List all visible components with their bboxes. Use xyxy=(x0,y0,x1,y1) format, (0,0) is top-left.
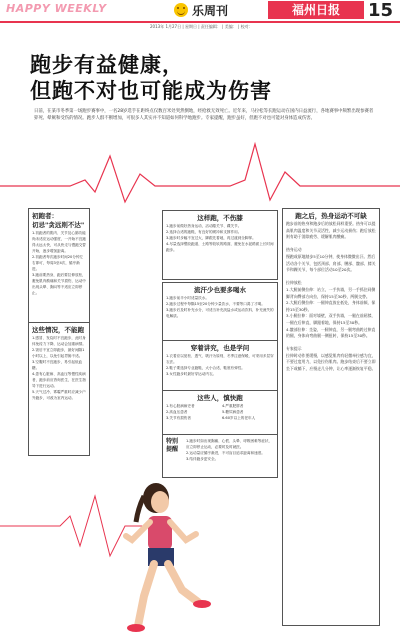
tip-box-title: 流汗少也要多喝水 xyxy=(194,286,246,294)
header-divider xyxy=(0,21,400,23)
headline-line-2: 但跑不对也可能成为伤害 xyxy=(30,79,272,103)
tip-box-title: 这些人，慎快跑 xyxy=(197,394,243,402)
heartbeat-line-graphic xyxy=(0,136,400,206)
runner-illustration xyxy=(78,478,218,634)
tip-box-text: 1.初跑者的肌肉、关节及心肺功能尚未适应运动强度，一开始不宜跑得太远太快，可从快走与慢跑交替开始，逐步增加距离。 2.初跑者每次跑步时间20分钟左右即可，每周3至4次，循序渐进。 3.跑前要热身，跑后要拉伸放松，避免肌肉酸痛和关节损伤，运动中出现头晕、胸闷等不适应立即停止。 xyxy=(32,231,86,295)
tip-box-title: 特别提醒 xyxy=(166,438,179,453)
tip-box-beginners xyxy=(28,208,90,326)
tip-box-title: 跑之后，热身运动不可缺 xyxy=(295,212,367,220)
tip-box-caution-groups xyxy=(162,390,278,436)
newspaper-masthead: 福州日报 xyxy=(268,1,364,19)
brand-label: HAPPY WEEKLY xyxy=(6,2,107,15)
tip-box-text: 1.衣着应以宽松、透气、吸汗为原则，冬季注意保暖，可采用多层穿衣法。 2.鞋子要选择专业跑鞋，大小合适，鞋底有弹性。 3.女性跑步时最好穿运动内衣。 xyxy=(166,354,274,376)
tip-box-warmup xyxy=(282,208,380,626)
article-intro: 日前，在某市冬季第一场跑步赛事中，一名28岁选手在距终点仅数百米处突然倒地，经抢救无效死亡。近年来，马拉松等长跑运动在国内日益流行，各地赛事中频繁出现参赛者猝死、晕厥和受伤的情况。跑步人群不断增加，可很多人其实并不知道如何科学地跑步。专家提醒，跑步虽好，但跑不对也可能对身体造成伤害。 xyxy=(34,109,374,122)
tip-box-text: 1.跑步前半小时适量饮水。 2.跑步过程中每隔15至20分钟少量饮水，不要等口渴了才喝。 3.跑步后及时补充水分，可适当补充淡盐水或运动饮料，补充流失的电解质。 xyxy=(166,296,274,318)
article-headline xyxy=(30,52,272,104)
tip-box-title: 穿着讲究，也是学问 xyxy=(190,344,250,352)
smiley-icon xyxy=(174,3,188,17)
tip-box-title: 初跑者： 切忌"贪远则不达" xyxy=(32,212,85,229)
headline-line-1: 跑步有益健康， xyxy=(30,53,184,77)
tip-box-special-reminder xyxy=(162,434,278,478)
tip-box-clothing xyxy=(162,340,278,394)
tip-box-drink-water xyxy=(162,282,278,344)
dateline: 2013年 1月27日 | 星期日 | 责任编辑： | 美编： | 校对： xyxy=(150,24,253,29)
tip-box-text: 1.跑步前做好热身运动，活动膝关节、踝关节。 2.选择合适的跑鞋，有良好的缓冲和支撑作用。 3.跑步时步幅不宜过大，脚跟先着地，再过渡到全脚掌。 4.尽量选择塑胶跑道、土路等较软的路面，避免在水泥路面上长时间跑步。 xyxy=(166,224,274,252)
section-title: 乐周刊 xyxy=(192,4,229,18)
tip-box-text: 1.感冒、发烧时不宜跑步，此时身体免疫力下降，运动会加重病情。 2.饭后不宜立即跑步，最好间隔1小时以上，以免引起胃肠不适。 3.空腹时不宜跑步，易引起低血糖。 4.患有心脏病、高血压等慢性疾病者，跑步前应咨询医生，在医生指导下进行运动。 5.天气过冷、雾霾严重时应减少户外跑步，可改为室内运动。 xyxy=(32,336,86,400)
page-number: 15 xyxy=(368,0,394,21)
tip-box-title: 这些情况，不能跑 xyxy=(32,326,84,334)
tip-box-do-not-run xyxy=(28,322,90,456)
tip-box-text: 1.有心脏病病史者 2.高血压患者 3.关节有损伤者 4.严重肥胖者 5.糖尿病患者 6.60岁以上的老年人 xyxy=(166,404,256,420)
page-header xyxy=(0,0,400,22)
tip-box-text: 跑步前的热身和跑步后的放松同样重要。热身可以提高肌肉温度和关节灵活性，减少运动损伤；跑后放松则有助于消除疲劳、缓解肌肉酸痛。 热身运动 慢跑或原地踏步5至10分钟，使身体微微出汗。然后活动各个关节，包括颈部、肩部、腰部、髋部、膝关节和踝关节，每个部位活动10至20次。 拉伸放松 1.大腿前侧拉伸：站立，一手扶墙，另一手抓住同侧脚背向臀部方向拉，保持15至30秒，两腿交替。 2.大腿后侧拉伸：一腿伸直放在低处，身体前倾，保持15至30秒。 3.小腿拉伸：面对墙壁，双手扶墙，一腿在前屈膝，一腿在后伸直，脚跟着地，保持15至30秒。 4.髋部拉伸：坐姿，一腿伸直，另一腿弯曲跨过伸直的腿，身体向弯曲腿一侧扭转，保持15至30秒。 专家提示 拉伸时动作要缓慢，以感觉肌肉有轻微牵拉感为宜，不要过度用力，以免拉伤肌肉。跑步结束后不要立即坐下或躺下，应慢走几分钟，让心率逐渐恢复平稳。 xyxy=(286,221,376,372)
tip-box-text: 1.跑步时如出现胸痛、心慌、头晕、呼吸困难等症状，应立即停止运动，必要时及时就医。 2.运动量应循序渐进，不可盲目追求距离和速度。 3.结伴跑步更安全。 xyxy=(186,439,273,461)
tip-box-title: 这样跑，不伤膝 xyxy=(197,214,243,222)
tip-box-protect-knees xyxy=(162,210,278,280)
